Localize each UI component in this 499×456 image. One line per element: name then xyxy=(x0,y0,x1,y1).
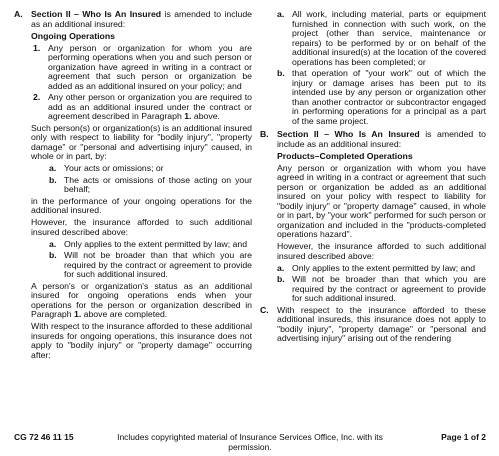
paragraph-any-person: Any person or organization with whom you have agreed in writing in a contract or agreement that such person or organization be added as an additional insured on your policy with respect to liability for "bodily injury" or "property damage" caused, in whole or in part, by "your work" performed for such person or organization and included in the "products-completed operations hazard". xyxy=(277,162,486,239)
sub-b-acts xyxy=(14,176,252,195)
copyright-text: Includes copyrighted material of Insurance Services Office, Inc. with its permission. xyxy=(117,432,383,452)
item-2-number: 2. xyxy=(33,92,41,102)
right-column xyxy=(260,10,486,346)
form-number: CG 72 46 11 15 xyxy=(14,432,74,442)
sub-b-broader-b xyxy=(260,275,486,304)
sub-b-broader-letter: b. xyxy=(49,250,57,260)
sub-a-all-work-letter: a. xyxy=(277,9,285,19)
section-b-text: is amended to include as an additional insured: xyxy=(277,129,486,149)
sub-a-law-letter: a. xyxy=(49,238,57,249)
section-c-text: With respect to the insurance afforded to these additional insureds, this insurance does not apply to "bodily injury", "property damage" or "personal and advertising injury" arising out of the rendering xyxy=(277,304,486,343)
sub-b-broader-b-letter: b. xyxy=(277,274,285,284)
sub-a-law-b-text: Only applies to the extent permitted by law; and xyxy=(292,262,476,273)
sub-a-all-work-text: All work, including material, parts or equipment furnished in connection with such work, on the project (other than service, maintenance or repairs) to be performed by or on behalf of the additional insured(s) at the location of the covered operations has been completed; or xyxy=(292,9,486,67)
status-text-post: above are completed. xyxy=(81,309,168,319)
sub-b-text: The acts or omissions of those acting on your behalf; xyxy=(64,174,252,194)
paragraph-however: However, the insurance afforded to such additional insured described above: xyxy=(31,217,252,237)
sub-b-broader-text: Will not be broader than that which you are required by the contract or agreement to provide for such additional insured. xyxy=(64,250,252,279)
sub-b-your-work xyxy=(260,69,486,126)
section-c-letter: C. xyxy=(260,304,269,315)
item-2-text-post: above. xyxy=(191,111,220,121)
page-number: Page 1 of 2 xyxy=(441,432,486,442)
sub-b-broader-b-text: Will not be broader than that which you are required by the contract or agreement to provide for such additional insured. xyxy=(292,274,486,303)
sub-a-law-text: Only applies to the extent permitted by law; and xyxy=(64,238,248,249)
section-a-text: is amended to include as an additional insured: xyxy=(31,9,252,29)
sub-a-all-work xyxy=(260,10,486,67)
item-2-text-bold: 1. xyxy=(184,111,192,121)
section-b-letter: B. xyxy=(260,129,269,139)
sub-a-acts xyxy=(14,164,252,174)
left-column xyxy=(14,10,252,363)
item-1-text: Any person or organization for whom you are performing operations when you and such person or organization have agreed in writing in a contract or agreement that such person or organization be added as an additional insured on your policy; and xyxy=(48,42,252,91)
ongoing-operations-heading: Ongoing Operations xyxy=(31,31,115,41)
sub-b-your-work-letter: b. xyxy=(277,68,285,78)
section-c xyxy=(260,306,486,344)
section-b-title: Section II – Who Is An Insured xyxy=(277,129,420,139)
item-1-number: 1. xyxy=(33,42,41,53)
section-b xyxy=(260,130,486,149)
paragraph-however-b: However, the insurance afforded to such additional insured described above: xyxy=(277,241,486,261)
item-2 xyxy=(14,93,252,122)
products-completed-heading: Products–Completed Operations xyxy=(277,151,413,161)
status-text-pre: A person's or organization's status as an additional insured for ongoing operations ends when your operations for the person or organization described in Paragraph xyxy=(31,280,252,319)
sub-a-text: Your acts or omissions; or xyxy=(64,163,164,173)
paragraph-liability: Such person(s) or organization(s) is an additional insured only with respect to liability for "bodily injury", "property damage" or "personal and advertising injury" caused, in whole or in part, by: xyxy=(31,122,252,161)
paragraph-status xyxy=(14,282,252,320)
item-2-text-pre: Any other person or organization you are required to add as an additional insured under the contract or agreement described in Paragraph xyxy=(48,92,252,121)
sub-a-law-b xyxy=(260,264,486,274)
sub-a-letter: a. xyxy=(49,163,57,173)
sub-a-law-b-letter: a. xyxy=(277,262,285,273)
section-a xyxy=(14,10,252,29)
status-text-bold: 1. xyxy=(73,309,82,319)
paragraph-performance: in the performance of your ongoing operations for the additional insured. xyxy=(31,195,252,215)
sub-a-law xyxy=(14,240,252,250)
paragraph-with-respect: With respect to the insurance afforded to these additional insureds for ongoing operations, this insurance does not apply to "bodily injury" or "property damage" occurring after: xyxy=(31,321,252,360)
sub-b-letter: b. xyxy=(49,174,57,185)
section-a-letter: A. xyxy=(14,9,23,19)
sub-b-broader xyxy=(14,251,252,280)
item-1 xyxy=(14,44,252,92)
sub-b-your-work-text: that operation of "your work" out of which the injury or damage arises has been put to its intended use by any person or organization other than another contractor or subcontractor engaged in performing operations for a principal as a part of the same project. xyxy=(292,68,486,126)
section-a-title: Section II – Who Is An Insured xyxy=(31,9,162,19)
copyright-notice xyxy=(14,432,486,452)
